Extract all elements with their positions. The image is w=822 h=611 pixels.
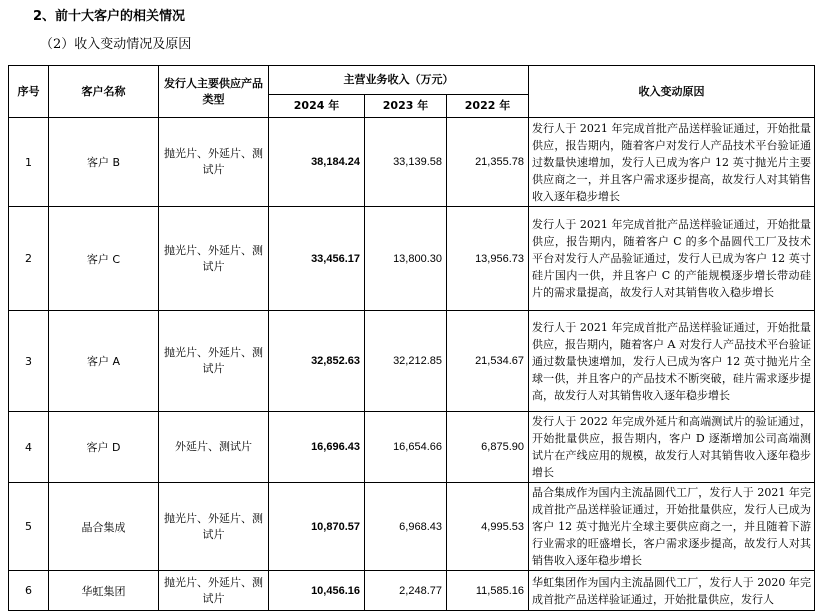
row-revenue-2022: 4,995.53 — [447, 483, 529, 571]
row-revenue-2024: 38,184.24 — [269, 118, 365, 207]
row-product-type: 抛光片、外延片、测试片 — [159, 483, 269, 571]
header-index: 序号 — [9, 66, 49, 118]
row-revenue-2024: 32,852.63 — [269, 311, 365, 412]
customer-revenue-table — [8, 65, 815, 611]
row-revenue-2023: 6,968.43 — [365, 483, 447, 571]
row-product-type: 抛光片、外延片、测试片 — [159, 571, 269, 611]
header-revenue-group: 主营业务收入（万元） — [269, 66, 529, 95]
table-row — [9, 118, 815, 207]
table-row — [9, 571, 815, 611]
row-revenue-2024: 10,870.57 — [269, 483, 365, 571]
header-customer: 客户名称 — [49, 66, 159, 118]
row-index: 3 — [9, 311, 49, 412]
row-reason: 晶合集成作为国内主流晶圆代工厂，发行人于 2021 年完成首批产品送样验证通过，开始批量供应，发行人已成为客户 12 英寸抛光片全球主要供应商之一，并且随着下游行业需求的旺盛增长，客户需求逐步提高，故发行人对其销售收入逐年稳步增长 — [529, 483, 815, 571]
header-2024: 2024 年 — [269, 95, 365, 118]
section-title: 2、前十大客户的相关情况 — [33, 9, 186, 24]
header-product-type: 发行人主要供应产品类型 — [159, 66, 269, 118]
table-row — [9, 412, 815, 483]
row-revenue-2024: 16,696.43 — [269, 412, 365, 483]
row-revenue-2023: 32,212.85 — [365, 311, 447, 412]
row-index: 5 — [9, 483, 49, 571]
row-customer: 华虹集团 — [49, 571, 159, 611]
header-2022: 2022 年 — [447, 95, 529, 118]
table-row — [9, 207, 815, 311]
row-revenue-2023: 2,248.77 — [365, 571, 447, 611]
row-index: 1 — [9, 118, 49, 207]
row-customer: 晶合集成 — [49, 483, 159, 571]
row-customer: 客户 D — [49, 412, 159, 483]
row-product-type: 外延片、测试片 — [159, 412, 269, 483]
row-product-type: 抛光片、外延片、测试片 — [159, 118, 269, 207]
header-2023: 2023 年 — [365, 95, 447, 118]
subsection-title: （2）收入变动情况及原因 — [40, 37, 192, 52]
header-reason: 收入变动原因 — [529, 66, 815, 118]
row-revenue-2024: 10,456.16 — [269, 571, 365, 611]
row-customer: 客户 B — [49, 118, 159, 207]
row-index: 4 — [9, 412, 49, 483]
row-reason: 发行人于 2022 年完成外延片和高端测试片的验证通过，开始批量供应，报告期内，客户 D 逐渐增加公司高端测试片在产线应用的规模，故发行人对其销售收入逐年稳步增长 — [529, 412, 815, 483]
row-revenue-2024: 33,456.17 — [269, 207, 365, 311]
row-revenue-2023: 33,139.58 — [365, 118, 447, 207]
row-revenue-2022: 21,534.67 — [447, 311, 529, 412]
table-row — [9, 311, 815, 412]
row-revenue-2023: 13,800.30 — [365, 207, 447, 311]
row-customer: 客户 C — [49, 207, 159, 311]
table-row — [9, 483, 815, 571]
row-revenue-2022: 6,875.90 — [447, 412, 529, 483]
row-reason: 华虹集团作为国内主流晶圆代工厂，发行人于 2020 年完成首批产品送样验证通过，开始批量供应，发行人 — [529, 571, 815, 611]
row-reason: 发行人于 2021 年完成首批产品送样验证通过，开始批量供应，报告期内，随着客户 C 的多个晶圆代工厂及技术平台对发行人产品验证通过，发行人已成为客户 12 英寸硅片国内一供，并且客户 C 的产能规模逐步增长带动硅片的需求量提高，故发行人对其销售收入稳步增长 — [529, 207, 815, 311]
row-index: 2 — [9, 207, 49, 311]
row-product-type: 抛光片、外延片、测试片 — [159, 207, 269, 311]
row-revenue-2023: 16,654.66 — [365, 412, 447, 483]
row-revenue-2022: 13,956.73 — [447, 207, 529, 311]
row-revenue-2022: 11,585.16 — [447, 571, 529, 611]
row-index: 6 — [9, 571, 49, 611]
row-reason: 发行人于 2021 年完成首批产品送样验证通过，开始批量供应，报告期内，随着客户对发行人产品技术平台验证通过数量快速增加，发行人已成为客户 12 英寸抛光片主要供应商之一，并且客户需求逐步提高，故发行人对其销售收入逐年稳步增长 — [529, 118, 815, 207]
row-product-type: 抛光片、外延片、测试片 — [159, 311, 269, 412]
row-customer: 客户 A — [49, 311, 159, 412]
row-reason: 发行人于 2021 年完成首批产品送样验证通过，开始批量供应，报告期内，随着客户 A 对发行人产品技术平台验证通过数量快速增加，发行人已成为客户 12 英寸抛光片全球一供，并且客户的产品技术不断突破，硅片需求逐步提高，故发行人对其销售收入逐年稳步增长 — [529, 311, 815, 412]
row-revenue-2022: 21,355.78 — [447, 118, 529, 207]
table-header-row — [9, 66, 815, 95]
